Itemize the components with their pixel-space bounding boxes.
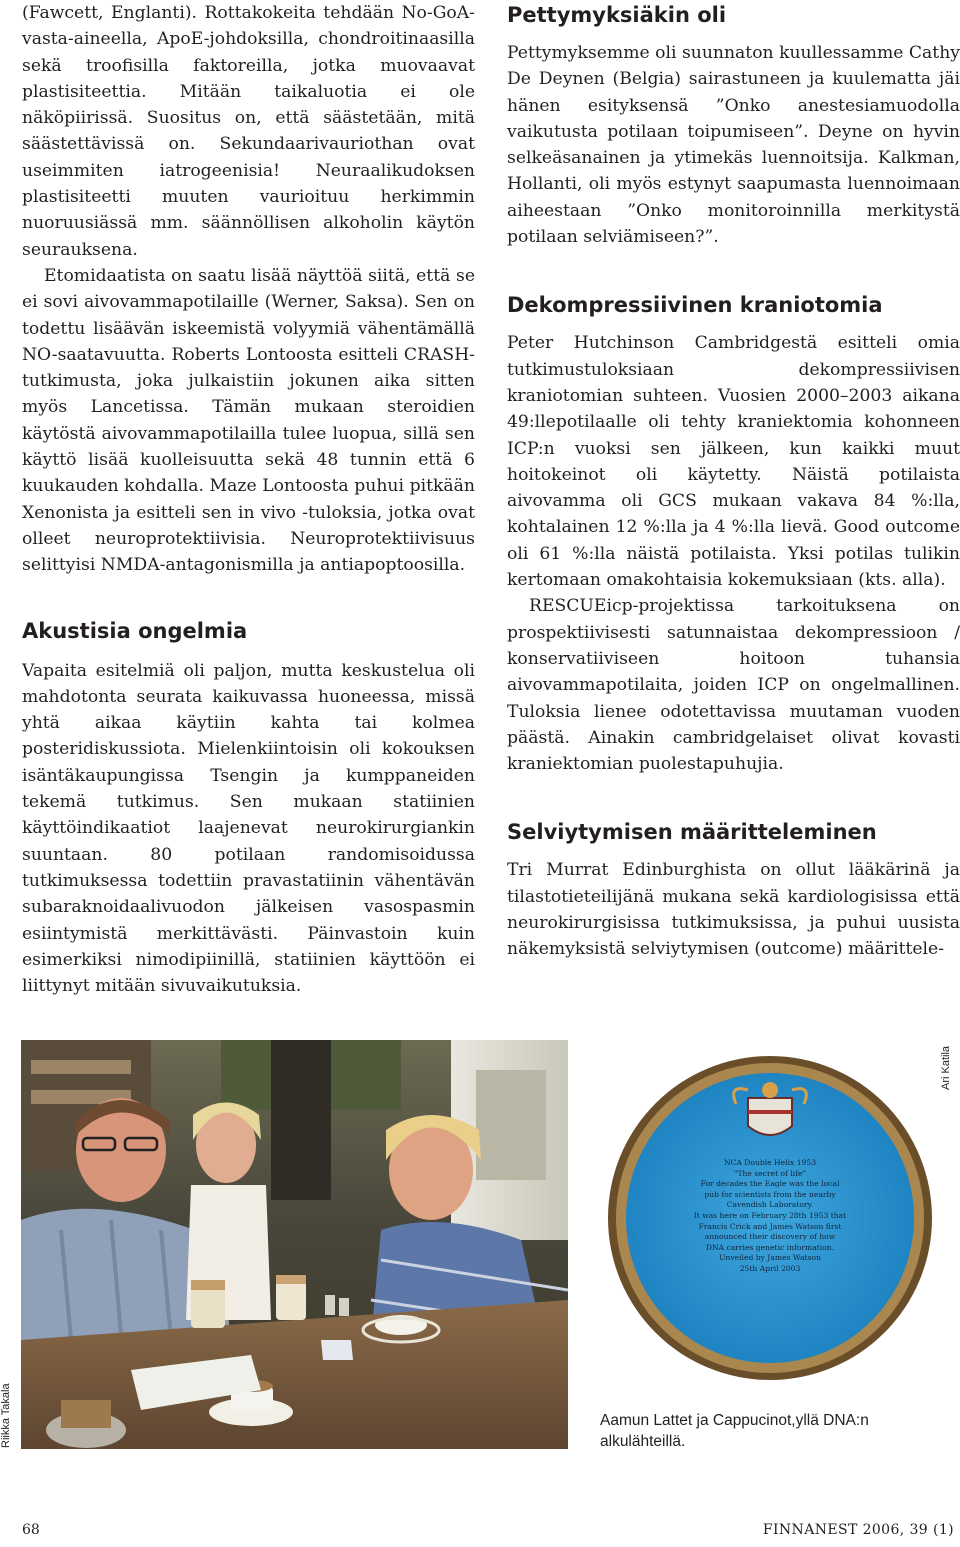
right-text-column: [507, 0, 960, 963]
plaque-inscription: [660, 1158, 880, 1275]
plaque-line: Unveiled by James Watson: [719, 1253, 821, 1263]
body-paragraph: Peter Hutchinson Cambridgestä esitteli omia tutkimustuloksiaan dekompressiivisen kraniotomian suhteen. Vuosien 2000–2003 aikana 49:llepotilaalle oli tehty kraniektomia kohonneen ICP:n vuoksi sen jälkeen, kun kaikki muut hoitokeinot oli käytetty. Näistä potilaista aivovamma oli GCS mukaan vakava 84 %:lla, kohtalainen 12 %:lla ja 4 %:lla lievä. Good outcome oli 61 %:lla näistä potilaista. Yksi potilas tulikin kertomaan omakohtaisia kokemuksiaan (kts. alla).: [507, 333, 960, 591]
plaque-line: DNA carries genetic information.: [705, 1242, 835, 1252]
plaque-line: 25th April 2003: [739, 1263, 801, 1273]
journal-issue: 2006, 39 (1): [862, 1522, 954, 1538]
body-paragraph: (Fawcett, Englanti). Rottakokeita tehdään No-GoA-vasta-aineella, ApoE-johdoksilla, chondroitinaasilla sekä troofisilla faktoreilla, jotka muovaavat plastisiteettia. Mitään taikaluotia ei ole näköpiirissä. Suositus on, että säästetään, mitä säästettävissä on. Sekundaarivauriothan ovat useimmiten iatrogeenisia! Neuraalikudoksen plastisiteetti muuten vaurioituu herkimmin nuoruusiässä mm. säännöllisen alkoholin käytön seurauksena.: [22, 3, 475, 260]
body-paragraph: Etomidaatista on saatu lisää näyttöä siitä, että se ei sovi aivovammapotilaille (Werner, Saksa). Sen on todettu lisäävän iskeemistä volyymiä vähentämällä NO-saatavuutta. Roberts Lontoosta esitteli CRASH-tutkimusta, joka julkaistiin jokunen aika sitten myös Lancetissa. Tämän mukaan steroidien käytöstä aivovammapotilailla tulee luopua, sillä sen käyttö lisää kuolleisuutta sekä 48 tunnin että 6 kuukauden kohdalla. Maze Lontoosta puhui pitkään Xenonista ja esitteli sen in vivo -tuloksia, jotka ovat olleet neuroprotektiivisia. Neuroprotektiivisuus selittyisi NMDA-antagonismilla ja antiapoptoosilla.: [22, 265, 475, 576]
left-text-column: [22, 0, 475, 999]
body-paragraph: RESCUEicp-projektissa tarkoituksena on prospektiivisesti satunnaistaa dekompressioon / konservatiiviseen hoitoon tuhansia aivovammapotilaita, joiden ICP on ongelmallinen. Tuloksia lienee odotettavissa muutaman vuoden päästä. Ainakin cambridgelaiset olivat kovasti kraniektomian puolestapuhujia.: [507, 596, 960, 775]
body-paragraph: Tri Murrat Edinburghista on ollut lääkärinä ja tilastotieteilijänä mukana sekä kardiologisissa että neurokirurgisissa tutkimuksissa, ja puhui uusista näkemyksistä selviytymisen (outcome) määrittele-: [507, 860, 960, 960]
plaque-line: It was here on February 28th 1953 that: [693, 1210, 847, 1220]
plaque-line: pub for scientists from the nearby: [704, 1189, 836, 1199]
page-number: 68: [22, 1522, 40, 1538]
body-paragraph: Pettymyksemme oli suunnaton kuullessamme Cathy De Deynen (Belgia) sairastuneen ja kuulematta jäi hänen esityksensä ”Onko anestesiamuodolla vaikutusta potilaan toipumiseen”. Deyne on hyvin selkeäsanainen ja ytimekäs luennoitsija. Kalkman, Hollanti, oli myös estynyt saapumasta luennoimaan aiheestaan ”Onko monitoroinnilla merkitystä potilaan selviämiseen?”.: [507, 43, 960, 248]
dna-plaque-photo: [598, 1040, 938, 1392]
cafe-photo: [21, 1040, 568, 1449]
section-heading-selviytymisen: Selviytymisen määritteleminen: [507, 820, 877, 845]
photo-credit-right: Ari Katila: [940, 1045, 952, 1090]
section-heading-dekompressiivinen: Dekompressiivinen kraniotomia: [507, 293, 883, 318]
photo-caption: Aamun Lattet ja Cappucinot,yllä DNA:n alkulähteillä.: [600, 1412, 869, 1450]
plaque-line: "The secret of life": [733, 1168, 807, 1178]
section-heading-pettymyksia: Pettymyksiäkin oli: [507, 3, 727, 27]
plaque-line: Francis Crick and James Watson first: [698, 1221, 842, 1231]
section-heading-akustisia: Akustisia ongelmia: [22, 618, 248, 643]
journal-footer: [763, 1522, 954, 1538]
body-paragraph: Vapaita esitelmiä oli paljon, mutta keskustelua oli mahdotonta seurata kaikuvassa huoneessa, missä yhtä aikaa käytiin kahta tai kolmea posteridiskussiota. Mielenkiintoisin oli kokouksen isäntäkaupungissa Tsengin ja kumppaneiden tekemä tutkimus. Sen mukaan statiinien käyttöindikaatiot laajenevat neurokirurgiankin suuntaan. 80 potilaan randomisoidussa tutkimuksessa todettiin pravastatiinin vähentävän subaraknoidaalivuodon jälkeisen vasospasmin esiintymistä merkittävästi. Päinvastoin kuin esimerkiksi nimodipiinillä, statiinien käyttöön ei liittynyt mitään sivuvaikutuksia.: [22, 660, 475, 997]
plaque-line: NCA Double Helix 1953: [723, 1158, 817, 1167]
journal-name: FINNANEST: [762, 1522, 858, 1538]
plaque-line: For decades the Eagle was the local: [700, 1179, 840, 1189]
plaque-line: announced their discovery of how: [704, 1232, 836, 1242]
photo-credit-left: Riikka Takala: [0, 1383, 12, 1448]
plaque-line: Cavendish Laboratory.: [726, 1200, 814, 1210]
